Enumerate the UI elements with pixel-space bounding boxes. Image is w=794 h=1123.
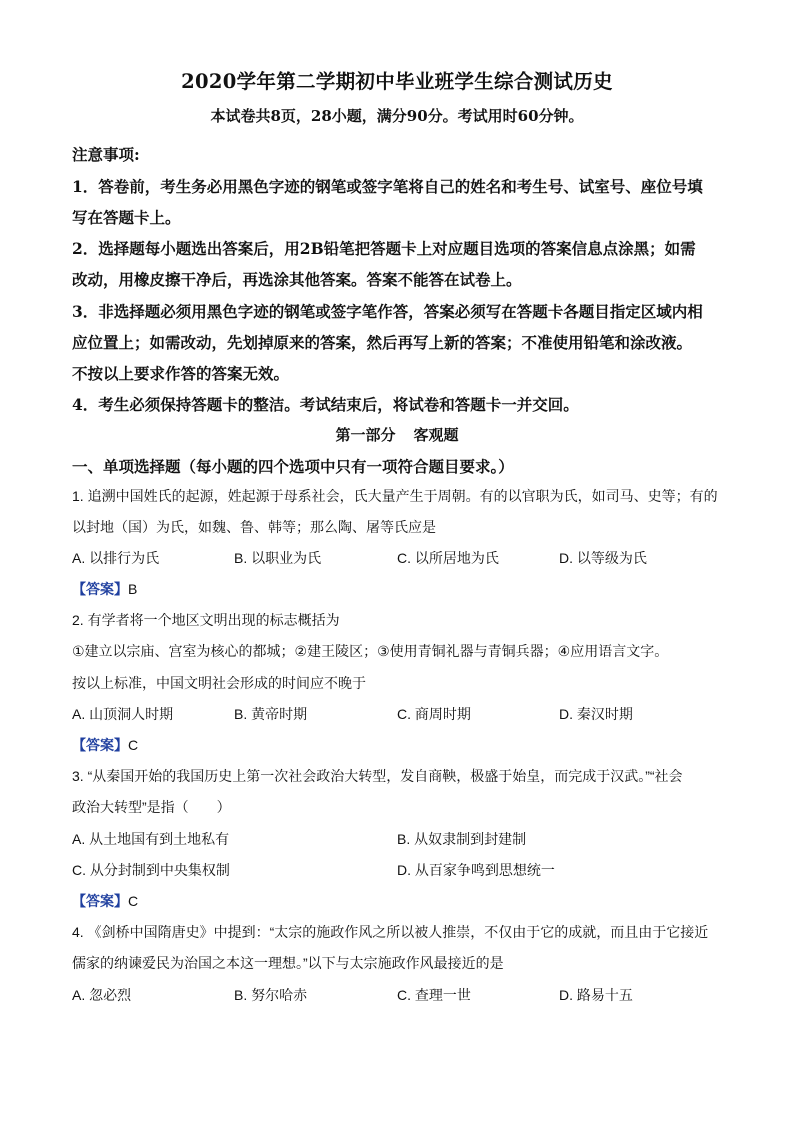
answer-tag: 【答案】: [72, 893, 128, 909]
question-stem: ①建立以宗庙、宫室为核心的都城；②建王陵区；③使用青铜礼器与青铜兵器；④应用语言文字。: [72, 643, 669, 659]
option-d: D. 以等级为氏: [559, 550, 647, 566]
answer-tag: 【答案】: [72, 737, 128, 753]
notes-line: 2．选择题每小题选出答案后，用2B铅笔把答题卡上对应题目选项的答案信息点涂黑；如需: [72, 239, 696, 258]
part-name: 客观题: [413, 426, 459, 444]
option-b: B. 以职业为氏: [234, 550, 322, 566]
question-stem: 儒家的纳谏爱民为治国之本这一理想。”以下与太宗施政作风最接近的是: [72, 955, 504, 971]
notes-line: 改动，用橡皮擦干净后，再选涂其他答案。答案不能答在试卷上。: [72, 270, 522, 289]
answer-line: [72, 579, 137, 599]
question-stem: 按以上标准，中国文明社会形成的时间应不晚于: [72, 675, 366, 691]
option-a: A. 以排行为氏: [72, 550, 160, 566]
answer-value: B: [128, 581, 138, 597]
option-b: B. 黄帝时期: [234, 706, 308, 722]
notes-line: 1．答卷前，考生务必用黑色字迹的钢笔或签字笔将自己的姓名和考生号、试室号、座位号填: [72, 177, 703, 196]
answer-value: C: [128, 893, 139, 909]
option-a: A. 从土地国有到土地私有: [72, 831, 230, 847]
question-stem: 政治大转型”是指（ ）: [72, 799, 231, 815]
option-d: D. 从百家争鸣到思想统一: [397, 862, 555, 878]
option-d: D. 路易十五: [559, 987, 633, 1003]
option-a: A. 忽必烈: [72, 987, 132, 1003]
page-subtitle: 本试卷共8页，28小题，满分90分。考试用时60分钟。: [210, 107, 584, 125]
answer-tag: 【答案】: [72, 581, 128, 597]
option-c: C. 查理一世: [397, 987, 471, 1003]
notes-line: 不按以上要求作答的答案无效。: [72, 364, 290, 383]
answer-value: C: [128, 737, 139, 753]
option-c: C. 从分封制到中央集权制: [72, 862, 230, 878]
option-c: C. 以所居地为氏: [397, 550, 499, 566]
question-stem: 以封地（国）为氏，如魏、鲁、韩等；那么陶、屠等氏应是: [72, 519, 436, 535]
option-d: D. 秦汉时期: [559, 706, 633, 722]
option-a: A. 山顶洞人时期: [72, 706, 174, 722]
notes-line: 4．考生必须保持答题卡的整洁。考试结束后，将试卷和答题卡一并交回。: [72, 395, 579, 414]
part-heading: [0, 424, 794, 445]
notes-heading: 注意事项:: [72, 145, 140, 164]
notes-line: 应位置上；如需改动，先划掉原来的答案，然后再写上新的答案；不准使用铅笔和涂改液。: [72, 333, 693, 352]
answer-line: [72, 735, 138, 755]
question-stem: 1. 追溯中国姓氏的起源，姓起源于母系社会，氏大量产生于周朝。有的以官职为氏，如司马、史等；有的: [72, 488, 718, 504]
question-stem: 4. 《剑桥中国隋唐史》中提到：“太宗的施政作风之所以被人推崇，不仅由于它的成就，而且由于它接近: [72, 924, 709, 940]
notes-line: 3．非选择题必须用黑色字迹的钢笔或签字笔作答，答案必须写在答题卡各题目指定区域内相: [72, 302, 703, 321]
section-heading: 一、单项选择题（每小题的四个选项中只有一项符合题目要求。）: [72, 457, 514, 476]
question-stem: 2. 有学者将一个地区文明出现的标志概括为: [72, 612, 340, 628]
notes-line: 写在答题卡上。: [72, 208, 181, 227]
answer-line: [72, 891, 138, 911]
question-stem: 3. “从秦国开始的我国历史上第一次社会政治大转型，发自商鞅，极盛于始皇，而完成于汉武。”“社会: [72, 768, 683, 784]
option-c: C. 商周时期: [397, 706, 471, 722]
option-b: B. 从奴隶制到封建制: [397, 831, 527, 847]
option-b: B. 努尔哈赤: [234, 987, 308, 1003]
page-title: 2020学年第二学期初中毕业班学生综合测试历史: [181, 70, 613, 93]
part-label: 第一部分: [335, 426, 396, 444]
